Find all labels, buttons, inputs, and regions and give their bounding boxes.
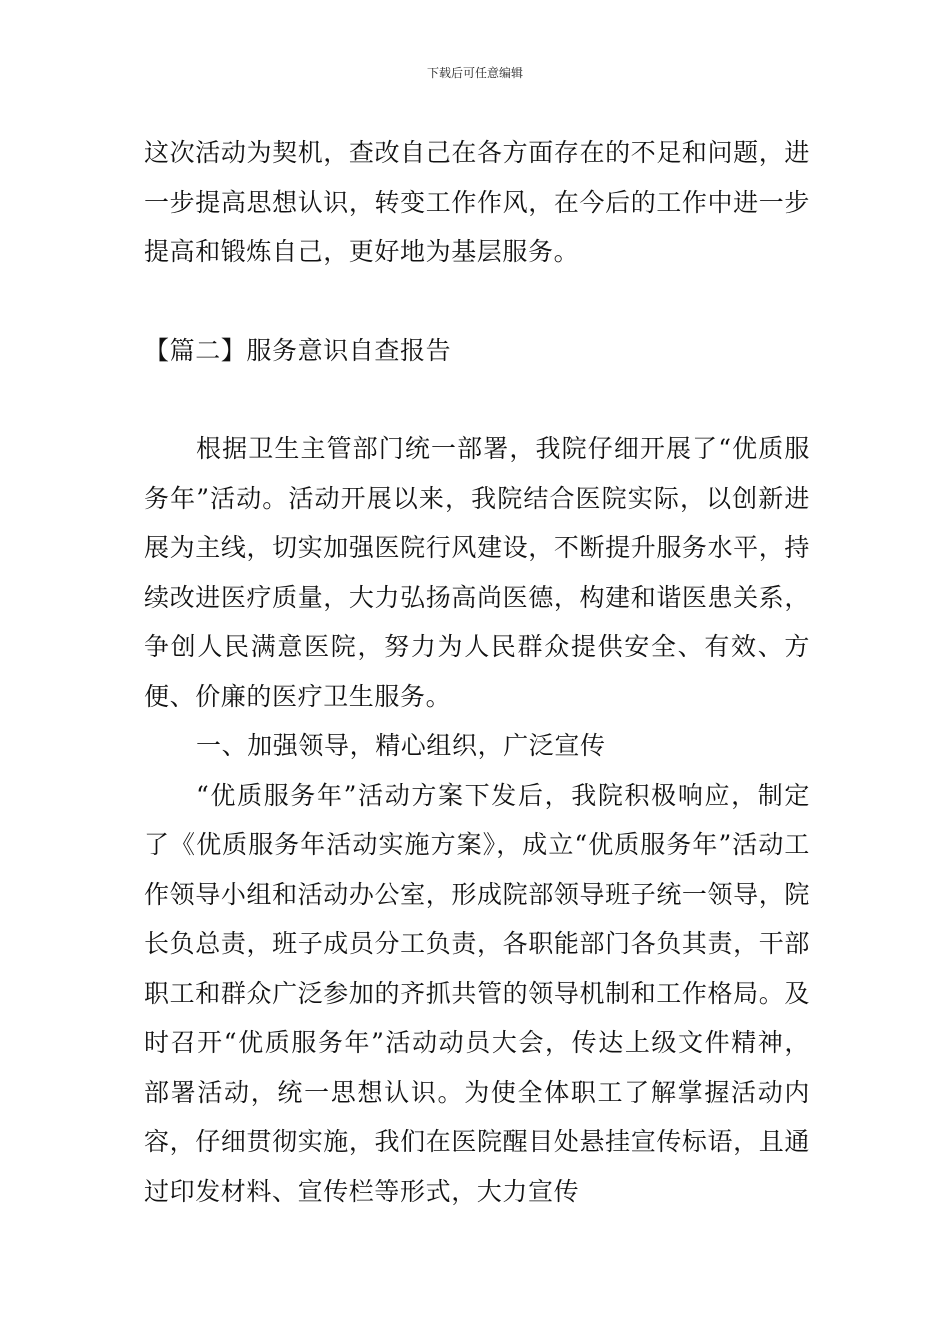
- intro-paragraph: 这次活动为契机，查改自己在各方面存在的不足和问题，进一步提高思想认识，转变工作作风，在今后的工作中进一步提高和锻炼自己，更好地为基层服务。: [144, 138, 810, 266]
- document-body-main: [144, 424, 810, 1216]
- section-title-block: [144, 326, 810, 376]
- page-header-note: 下载后可任意编辑: [426, 66, 523, 80]
- section-title: 【篇二】服务意识自查报告: [144, 336, 452, 365]
- document-body-top: [144, 128, 810, 277]
- paragraph-1: 根据卫生主管部门统一部署，我院仔细开展了“优质服务年”活动。活动开展以来，我院结合医院实际，以创新进展为主线，切实加强医院行风建设，不断提升服务水平，持续改进医疗质量，大力弘扬高尚医德，构建和谐医患关系，争创人民满意医院，努力为人民群众提供安全、有效、方便、价廉的医疗卫生服务。: [144, 434, 810, 711]
- heading-1: 一、加强领导，精心组织，广泛宣传: [196, 731, 606, 760]
- paragraph-2: “优质服务年”活动方案下发后，我院积极响应，制定了《优质服务年活动实施方案》，成立“优质服务年”活动工作领导小组和活动办公室，形成院部领导班子统一领导，院长负总责，班子成员分工负责，各职能部门各负其责，干部职工和群众广泛参加的齐抓共管的领导机制和工作格局。及时召开“优质服务年”活动动员大会，传达上级文件精神，部署活动，统一思想认识。为使全体职工了解掌握活动内容，仔细贯彻实施，我们在医院醒目处悬挂宣传标语，且通过印发材料、宣传栏等形式，大力宣传: [144, 780, 810, 1206]
